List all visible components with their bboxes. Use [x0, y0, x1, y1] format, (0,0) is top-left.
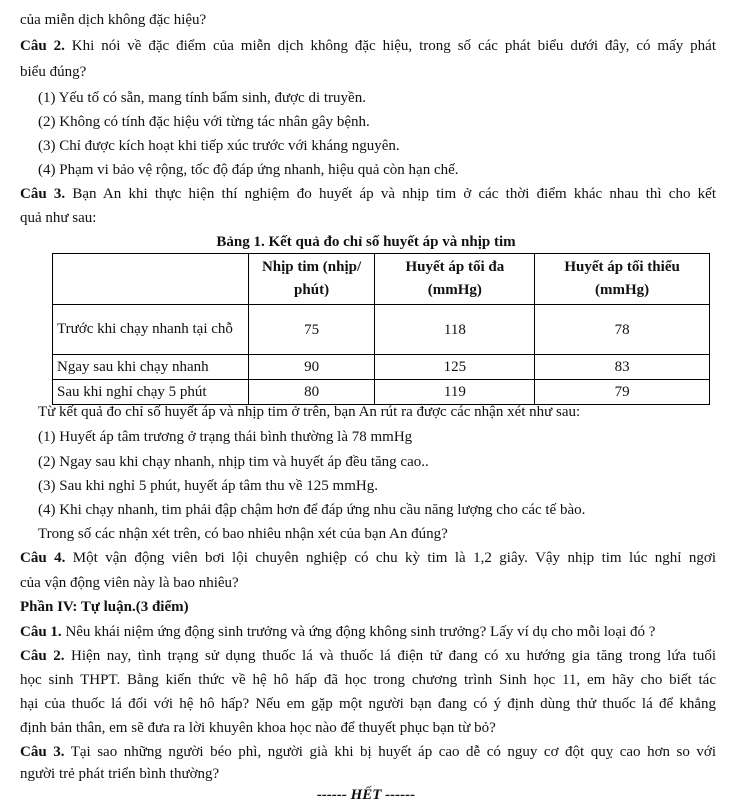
essay-q3-text: Tại sao những người béo phì, người già khi bị huyết áp cao dễ có nguy cơ đột quỵ cao hơn so với [70, 744, 716, 760]
end-mark: ------ HẾT ------ [316, 787, 416, 803]
cell-max-bp: 118 [375, 305, 535, 355]
q4-text-a: Một vận động viên bơi lội chuyên nghiệp có chu kỳ tim là 1,2 giây. Vậy nhịp tim lúc nghỉ ngơi [72, 550, 716, 566]
essay-q3-line-1 [20, 740, 716, 764]
results-table [52, 253, 710, 405]
part4-heading: Phần IV: Tự luận.(3 điểm) [20, 599, 189, 615]
cell-heart-rate: 80 [248, 380, 375, 405]
essay-q2-label: Câu 2. [20, 648, 65, 664]
essay-q2-line-3: hại của thuốc lá đối với hệ hô hấp? Nếu em gặp một người bạn đang có ý định dùng thử thuốc lá để khẳng [20, 696, 716, 712]
cell-heart-rate: 90 [248, 355, 375, 380]
essay-q1-line-1 [20, 620, 716, 644]
row-label: Sau khi nghỉ chạy 5 phút [53, 380, 249, 405]
row-label: Ngay sau khi chạy nhanh [53, 355, 249, 380]
q3-line-2: quả như sau: [20, 210, 97, 226]
q2-item-3: (3) Chỉ được kích hoạt khi tiếp xúc trước với kháng nguyên. [38, 138, 400, 154]
q3-item-3: (3) Sau khi nghỉ 5 phút, huyết áp tâm thu về 125 mmHg. [38, 478, 378, 494]
q3-line-1 [20, 182, 716, 206]
cell-min-bp: 79 [535, 380, 710, 405]
q4-line-1 [20, 546, 716, 570]
table-header-row [53, 254, 710, 305]
essay-q2-line-2: học sinh THPT. Bằng kiến thức về hệ hô hấp đã học trong chương trình Sinh học 11, em hãy cho biết tác [20, 672, 716, 688]
q4-line-2: của vận động viên này là bao nhiêu? [20, 575, 239, 591]
cell-heart-rate: 75 [248, 305, 375, 355]
row-label: Trước khi chạy nhanh tại chỗ [53, 305, 249, 355]
table-row [53, 305, 710, 355]
table-row [53, 355, 710, 380]
q2-item-4: (4) Phạm vi bảo vệ rộng, tốc độ đáp ứng nhanh, hiệu quả còn hạn chế. [38, 162, 459, 178]
essay-q2-line-1 [20, 644, 716, 668]
header-min-bp: Huyết áp tối thiểu (mmHg) [535, 254, 710, 305]
cell-max-bp: 125 [375, 355, 535, 380]
table-caption: Bảng 1. Kết quả đo chỉ số huyết áp và nhịp tim [216, 234, 516, 250]
header-heart-rate: Nhịp tim (nhịp/ phút) [248, 254, 375, 305]
q2-line-1 [20, 34, 716, 58]
essay-q1-label: Câu 1. [20, 624, 62, 640]
header-empty [53, 254, 249, 305]
after-table-text: Từ kết quả đo chỉ số huyết áp và nhịp tim ở trên, bạn An rút ra được các nhận xét như sau: [38, 404, 581, 420]
q3-question: Trong số các nhận xét trên, có bao nhiêu nhận xét của bạn An đúng? [38, 526, 448, 542]
header-max-bp: Huyết áp tối đa (mmHg) [375, 254, 535, 305]
q3-item-2: (2) Ngay sau khi chạy nhanh, nhịp tim và huyết áp đều tăng cao.. [38, 454, 429, 470]
essay-q2-text: Hiện nay, tình trạng sử dụng thuốc lá và thuốc lá điện tử đang có xu hướng gia tăng trong lứa tuổi [71, 648, 716, 664]
essay-q2-line-4: định bản thân, em sẽ đưa ra lời khuyên khoa học nào để thuyết phục bạn từ bỏ? [20, 720, 496, 736]
essay-q3-line-2: người trẻ phát triển bình thường? [20, 766, 220, 782]
q3-item-4: (4) Khi chạy nhanh, tim phải đập chậm hơn để đáp ứng nhu cầu năng lượng cho các tế bào. [38, 502, 586, 518]
q2-item-2: (2) Không có tính đặc hiệu với từng tác nhân gây bệnh. [38, 114, 370, 130]
cell-max-bp: 119 [375, 380, 535, 405]
intro-line: của miễn dịch không đặc hiệu? [20, 12, 207, 28]
q2-text-a: Khi nói về đặc điểm của miễn dịch không đặc hiệu, trong số các phát biểu dưới đây, có mấy phát [71, 38, 717, 54]
q2-label: Câu 2. [20, 38, 65, 54]
q3-label: Câu 3. [20, 186, 66, 202]
cell-min-bp: 78 [535, 305, 710, 355]
cell-min-bp: 83 [535, 355, 710, 380]
q3-text-a: Bạn An khi thực hiện thí nghiệm đo huyết áp và nhịp tim ở các thời điểm khác nhau thì cho kết [72, 186, 716, 202]
essay-q1-text: Nêu khái niệm ứng động sinh trưởng và ứng động không sinh trưởng? Lấy ví dụ cho mỗi loại đó ? [65, 624, 656, 640]
q4-label: Câu 4. [20, 550, 66, 566]
q2-item-1: (1) Yếu tố có sẵn, mang tính bẩm sinh, được di truyền. [38, 90, 366, 106]
q2-line-2: biểu đúng? [20, 64, 87, 80]
q3-item-1: (1) Huyết áp tâm trương ở trạng thái bình thường là 78 mmHg [38, 429, 413, 445]
essay-q3-label: Câu 3. [20, 744, 65, 760]
